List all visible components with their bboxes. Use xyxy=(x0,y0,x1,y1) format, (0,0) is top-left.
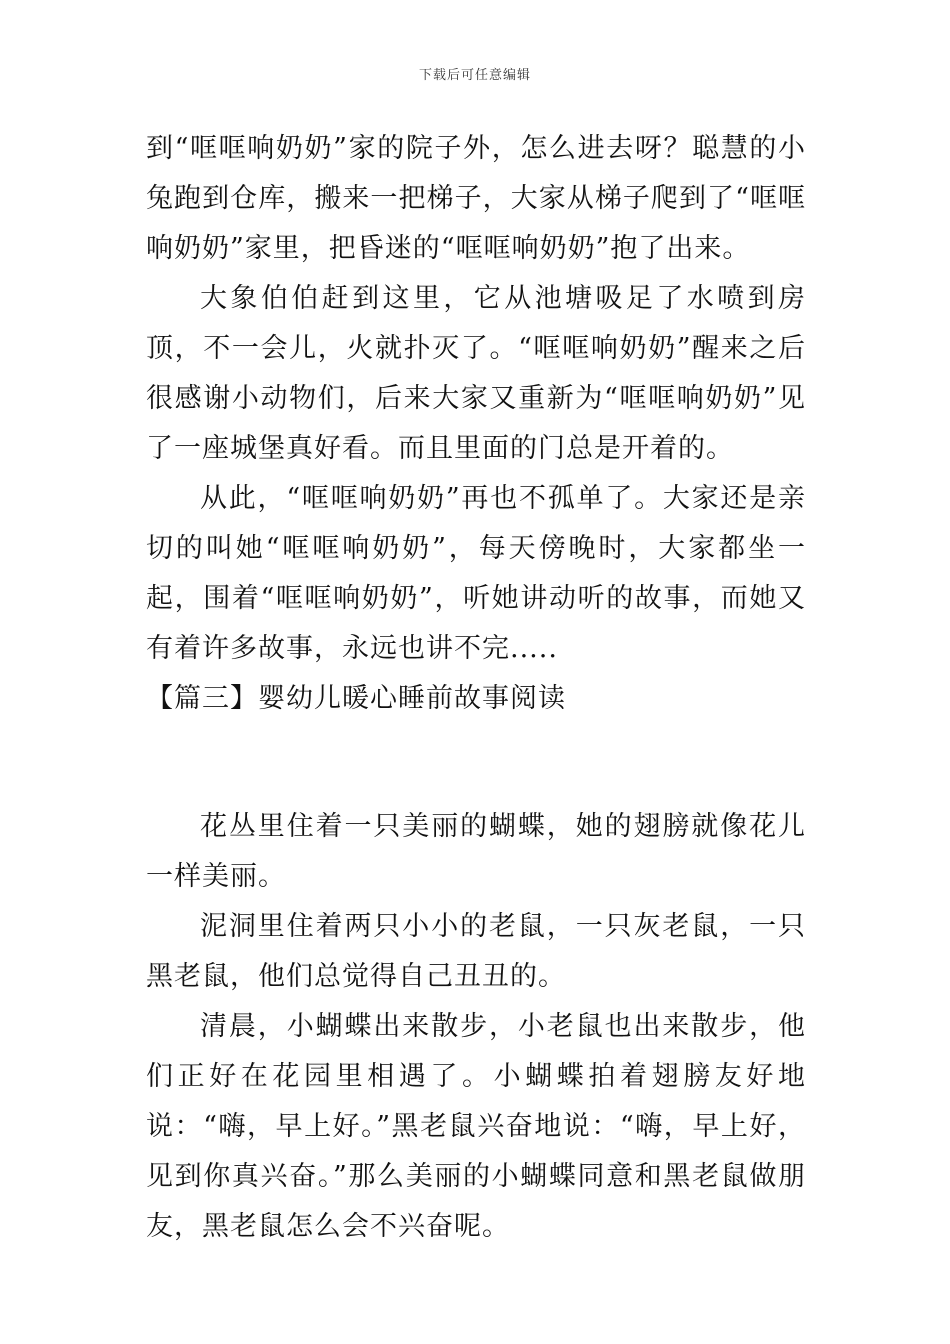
paragraph-butterfly: 花丛里住着一只美丽的蝴蝶，她的翅膀就像花儿一样美丽。 xyxy=(146,811,806,892)
section-heading: 【篇三】婴幼儿暖心睡前故事阅读 xyxy=(146,683,566,714)
paragraph-morning: 清晨，小蝴蝶出来散步，小老鼠也出来散步，他们正好在花园里相遇了。小蝴蝶拍着翅膀友好地说：“嗨，早上好。”黑老鼠兴奋地说：“嗨，早上好，见到你真兴奋。”那么美丽的小蝴蝶同意和黑老鼠做朋友，黑老鼠怎么会不兴奋呢。 xyxy=(146,1011,806,1242)
paragraph-continuation: 到“哐哐响奶奶”家的院子外，怎么进去呀？聪慧的小兔跑到仓库，搬来一把梯子，大家从梯子爬到了“哐哐响奶奶”家里，把昏迷的“哐哐响奶奶”抱了出来。 xyxy=(146,133,806,264)
page-header-note: 下载后可任意编辑 xyxy=(418,68,531,83)
paragraph-mice: 泥洞里住着两只小小的老鼠，一只灰老鼠，一只黑老鼠，他们总觉得自己丑丑的。 xyxy=(146,911,806,992)
paragraph-elephant: 大象伯伯赶到这里，它从池塘吸足了水喷到房顶，不一会儿，火就扑灭了。“哐哐响奶奶”醒来之后很感谢小动物们，后来大家又重新为“哐哐响奶奶”见了一座城堡真好看。而且里面的门总是开着的。 xyxy=(146,283,806,464)
document-body xyxy=(146,124,806,1252)
blank-line xyxy=(146,724,806,802)
paragraph-ending: 从此，“哐哐响奶奶”再也不孤单了。大家还是亲切的叫她“哐哐响奶奶”，每天傍晚时，大家都坐一起，围着“哐哐响奶奶”，听她讲动听的故事，而她又有着许多故事，永远也讲不完..... xyxy=(146,483,806,664)
